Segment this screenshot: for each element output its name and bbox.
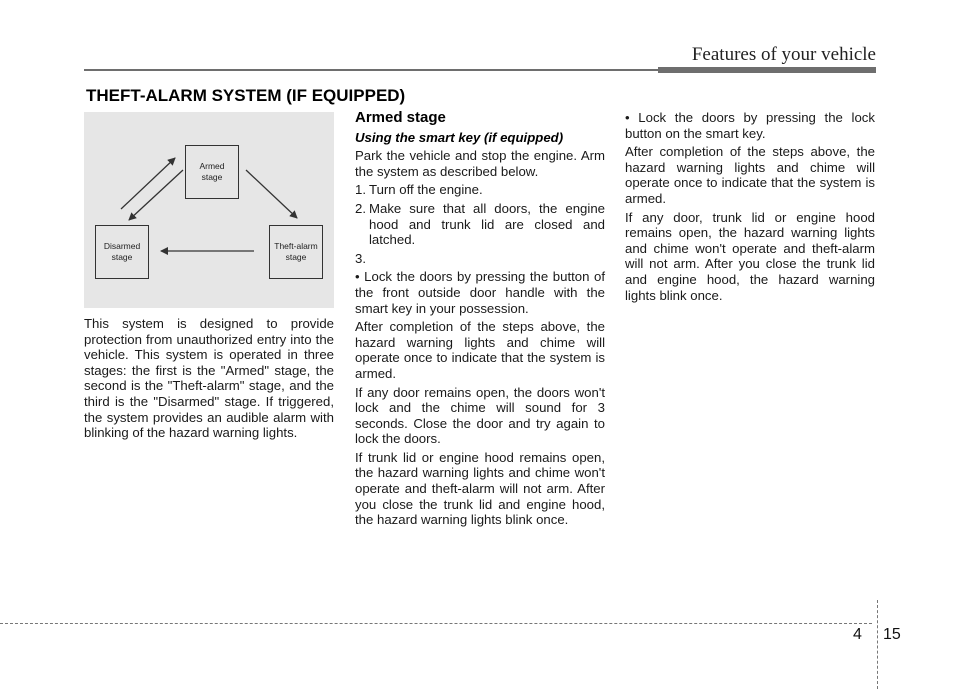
smart-key-subheading: Using the smart key (if equipped)	[355, 129, 564, 145]
step-item	[355, 251, 605, 267]
disarmed-stage-box	[95, 225, 149, 279]
armed-stage-label-2: stage	[201, 172, 223, 182]
trunk-open-paragraph: If trunk lid or engine hood remains open, the hazard warning lights and chime won't operate and theft-alarm will not arm. After you close the trunk lid and engine hood, the hazard warning lights blink once.	[355, 449, 605, 528]
bullet-door-handle: • Lock the doors by pressing the button of the front outside door handle with the smart key in your possession.	[355, 269, 605, 316]
step-text: Make sure that all doors, the engine hood and trunk lid are closed and latched.	[369, 200, 605, 248]
header-rule	[84, 67, 876, 73]
lead-paragraph: Park the vehicle and stop the engine. Arm the system as described below.	[355, 148, 605, 179]
door-open-paragraph: If any door remains open, the doors won't lock and the chime will sound for 3 seconds. Close the door and try again to lock the doors.	[355, 384, 605, 447]
any-door-paragraph: If any door, trunk lid or engine hood remains open, the hazard warning lights and chime won't operate and theft-alarm will not arm. After you close the trunk lid and engine hood, the hazard warning lights blink once.	[625, 209, 875, 303]
bullet-lock-button: • Lock the doors by pressing the lock button on the smart key.	[625, 110, 875, 141]
step-item	[355, 201, 605, 248]
step-number: 2.	[355, 200, 366, 216]
step-text	[369, 251, 605, 267]
header-rule-thick	[658, 67, 876, 73]
footer-divider	[877, 600, 878, 689]
armed-stage-label-1: Armed	[199, 161, 225, 171]
step-text: Turn off the engine.	[369, 182, 483, 198]
intro-column	[84, 316, 334, 444]
after-steps-paragraph: After completion of the steps above, the hazard warning lights and chime will operate once to indicate that the system is armed.	[355, 319, 605, 381]
armed-stage-column	[355, 110, 605, 531]
intro-paragraph: This system is designed to provide protection from unauthorized entry into the vehicle. This system is operated in three stages: the first is the "Armed" stage, the second is the "Theft-alarm" stage, and the third is the "Disarmed" stage. If triggered, the system provides an audible alarm with blinking of the hazard warning lights.	[84, 316, 334, 441]
arrow-armed-to-theft	[246, 170, 297, 218]
footer-rule	[0, 623, 872, 624]
running-header: Features of your vehicle	[691, 44, 876, 65]
theft-alarm-stage-label-1: Theft-alarm	[274, 241, 318, 251]
disarmed-stage-label-2: stage	[111, 252, 133, 262]
right-column	[625, 110, 875, 306]
page-number: 15	[883, 626, 901, 643]
arrow-disarmed-to-armed	[121, 158, 175, 209]
armed-stage-box	[185, 145, 239, 199]
section-number: 4	[853, 626, 862, 643]
step-number: 1.	[355, 182, 366, 198]
step-number: 3.	[355, 250, 366, 266]
step-item	[355, 182, 605, 198]
disarmed-stage-label-1: Disarmed	[103, 241, 141, 251]
theft-alarm-stage-box	[269, 225, 323, 279]
arrow-armed-to-disarmed	[129, 170, 183, 220]
armed-stage-heading: Armed stage	[355, 109, 446, 126]
after-steps-paragraph-right: After completion of the steps above, the hazard warning lights and chime will operate once to indicate that the system is armed.	[625, 144, 875, 206]
alarm-stage-diagram	[84, 112, 334, 308]
theft-alarm-stage-label-2: stage	[285, 252, 307, 262]
section-title: THEFT-ALARM SYSTEM (IF EQUIPPED)	[86, 86, 406, 105]
